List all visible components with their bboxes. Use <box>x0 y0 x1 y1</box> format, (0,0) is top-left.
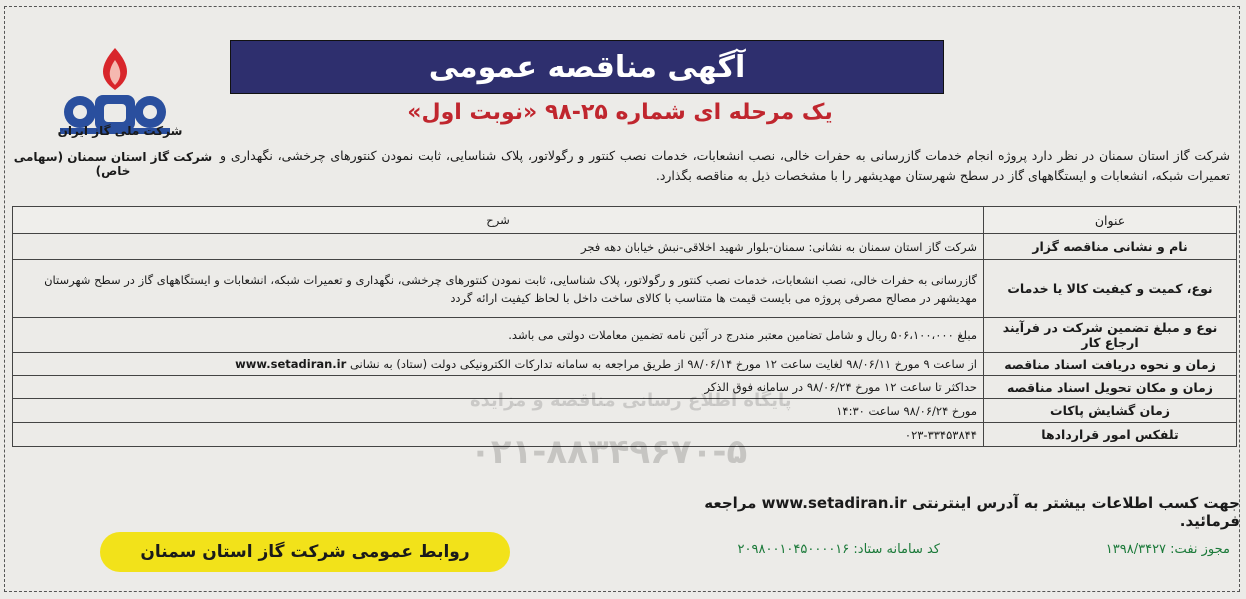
tender-details-table <box>12 206 1237 447</box>
row-title: تلفکس امور قراردادها <box>984 423 1237 447</box>
row-title: زمان گشایش پاکات <box>984 399 1237 423</box>
row-title: نوع و مبلغ تضمین شرکت در فرآیند ارجاع کار <box>984 318 1237 353</box>
table-row <box>13 318 1237 353</box>
row-desc: گازرسانی به حفرات خالی، نصب انشعابات، خدمات نصب کنتور و رگولاتور، پلاک شناسایی، ثابت نمودن کنتورهای چرخشی، نگهداری و تعمیرات شبکه، انشعابات و ایستگاههای گاز در سطح شهرستان مهدیشهر در مصالح مصرفی پروژه می بایست قیمت ها متناسب با کالای ساخت داخل با لحاظ کیفیت ارائه گردد <box>13 260 984 318</box>
public-relations-banner <box>100 532 510 572</box>
row-title: زمان و نحوه دریافت اسناد مناقصه <box>984 353 1237 376</box>
row-title: نوع، کمیت و کیفیت کالا یا خدمات <box>984 260 1237 318</box>
row-desc-text: از ساعت ۹ مورخ ۹۸/۰۶/۱۱ لغایت ساعت ۱۲ مورخ ۹۸/۰۶/۱۴ از طریق مراجعه به سامانه تدارکات الکترونیکی دولت (ستاد) به نشانی <box>349 357 977 371</box>
setadiran-link[interactable]: www.setadiran.ir <box>235 357 347 371</box>
table-header-row <box>13 207 1237 234</box>
header-title-column: عنوان <box>984 207 1237 234</box>
more-info-after: مراجعه فرمائید. <box>704 494 1240 530</box>
table-row <box>13 234 1237 260</box>
intro-paragraph: شرکت گاز استان سمنان در نظر دارد پروژه انجام خدمات گازرسانی به حفرات خالی، نصب انشعابات، خدمات نصب کنتور و رگولاتور، پلاک شناسایی، ثابت نمودن کنتورهای چرخشی، نگهداری و تعمیرات شبکه، انشعابات و ایستگاههای گاز در سطح شهرستان مهدیشهر را با مشخصات ذیل به مناقصه بگذارد. <box>220 148 1230 183</box>
row-desc: شرکت گاز استان سمنان به نشانی: سمنان-بلوار شهید اخلاقی-نبش خیابان دهه فجر <box>13 234 984 260</box>
logo-caption-nigc: شرکت ملی گاز ایران <box>57 124 183 138</box>
header-desc-column: شرح <box>13 207 984 234</box>
title-banner <box>230 40 944 94</box>
watermark-phone: ۰۲۱-۸۸۳۴۹۶۷۰-۵ <box>470 432 748 472</box>
table-row <box>13 376 1237 399</box>
row-desc: مورخ ۹۸/۰۶/۲۴ ساعت ۱۴:۳۰ <box>13 399 984 423</box>
public-relations-label: روابط عمومی شرکت گاز استان سمنان <box>140 542 470 562</box>
more-info-note <box>640 494 1240 530</box>
more-info-before: جهت کسب اطلاعات بیشتر به آدرس اینترنتی <box>911 494 1240 512</box>
oil-permit-number: مجوز نفت: ۱۳۹۸/۳۴۲۷ <box>1105 542 1230 557</box>
more-info-link[interactable]: www.setadiran.ir <box>761 494 907 512</box>
setad-system-code: کد سامانه ستاد: ۲۰۹۸۰۰۱۰۴۵۰۰۰۰۱۶ <box>737 542 940 557</box>
table-row <box>13 423 1237 447</box>
page-title: آگهی مناقصه عمومی <box>428 49 746 85</box>
logo-caption-semnan-gas: شرکت گاز استان سمنان (سهامی خاص) <box>13 150 213 178</box>
tender-number-subtitle: یک مرحله ای شماره ۲۵-۹۸ «نوبت اول» <box>407 100 833 125</box>
row-title: نام و نشانی مناقصه گزار <box>984 234 1237 260</box>
row-desc: حداکثر تا ساعت ۱۲ مورخ ۹۸/۰۶/۲۴ در سامانه فوق الذکر <box>13 376 984 399</box>
table-row <box>13 260 1237 318</box>
row-desc: مبلغ ۵۰۶،۱۰۰،۰۰۰ ریال و شامل تضامین معتبر مندرج در آئین نامه تضمین معاملات دولتی می باشد. <box>13 318 984 353</box>
row-title: زمان و مکان تحویل اسناد مناقصه <box>984 376 1237 399</box>
national-iranian-gas-logo-icon <box>40 40 190 160</box>
watermark-text: پایگاه اطلاع رسانی مناقصه و مزایده <box>470 390 792 411</box>
row-desc: ۰۲۳-۳۳۴۵۳۸۴۴ <box>13 423 984 447</box>
row-desc <box>13 353 984 376</box>
table-row <box>13 353 1237 376</box>
table-row <box>13 399 1237 423</box>
